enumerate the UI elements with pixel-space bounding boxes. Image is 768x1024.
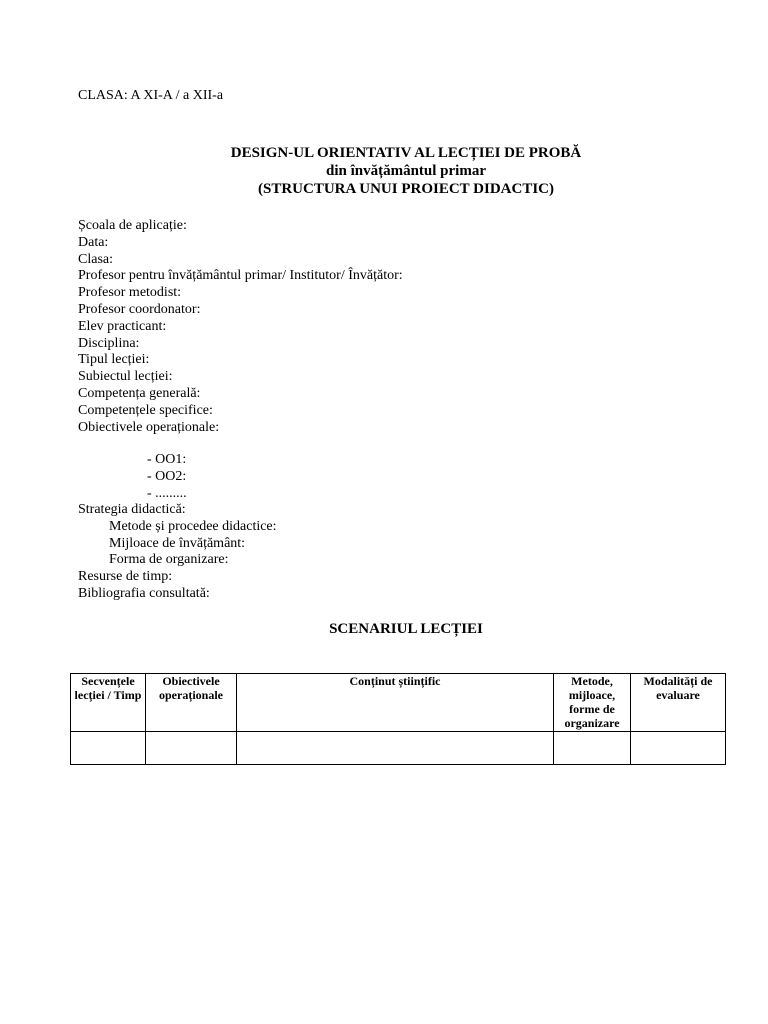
table-cell	[146, 732, 237, 765]
field-strategia-didactica: Strategia didactică:	[78, 502, 186, 517]
field-bibliografia: Bibliografia consultată:	[78, 585, 210, 601]
field-obiective-operationale: Obiectivele operaționale:	[78, 419, 220, 435]
table-cell	[71, 732, 146, 765]
title-line-3: (STRUCTURA UNUI PROIECT DIDACTIC)	[257, 181, 554, 197]
strategy-item-metode: Metode și procedee didactice:	[109, 518, 277, 534]
field-clasa: Clasa:	[78, 251, 113, 267]
objective-item: - OO2:	[147, 468, 187, 484]
strategy-item-forma: Forma de organizare:	[109, 552, 229, 568]
field-elev-practicant: Elev practicant:	[78, 318, 167, 334]
scenario-title: SCENARIUL LECȚIEI	[329, 621, 483, 637]
field-disciplina: Disciplina:	[78, 335, 140, 351]
field-profesor-metodist: Profesor metodist:	[78, 285, 182, 301]
header-continut: Conținut științific	[237, 674, 554, 732]
document-title	[0, 144, 768, 198]
field-subiectul-lectiei: Subiectul lecției:	[78, 369, 173, 385]
field-profesor-coordonator: Profesor coordonator:	[78, 301, 201, 317]
table-header-row	[71, 674, 726, 732]
field-data: Data:	[78, 234, 109, 250]
field-profesor: Profesor pentru învățământul primar/ Institutor/ Învățător:	[78, 268, 403, 284]
table-row	[71, 732, 726, 765]
objective-item: - OO1:	[147, 452, 187, 467]
lesson-fields	[78, 218, 403, 436]
table-cell	[554, 732, 631, 765]
header-secventele: Secvențele lecției / Timp	[71, 674, 146, 732]
field-tipul-lectiei: Tipul lecției:	[78, 352, 150, 368]
title-line-2: din învățământul primar	[325, 163, 487, 179]
field-resurse-de-timp: Resurse de timp:	[78, 569, 173, 585]
header-obiectivele: Obiectivele operaționale	[146, 674, 237, 732]
strategy-item-mijloace: Mijloace de învățământ:	[109, 535, 246, 551]
scenario-table	[70, 673, 726, 765]
field-competenta-generala: Competența generală:	[78, 385, 201, 401]
strategy-section	[78, 502, 277, 603]
field-scoala: Școala de aplicație:	[78, 218, 187, 233]
class-label: CLASA: A XI-A / a XII-a	[78, 88, 224, 103]
table-cell	[631, 732, 726, 765]
field-competente-specifice: Competențele specifice:	[78, 402, 213, 418]
table-cell	[237, 732, 554, 765]
objectives-list	[147, 452, 187, 502]
objective-item: - .........	[147, 485, 187, 501]
header-metode: Metode, mijloace, forme de organizare	[554, 674, 631, 732]
header-modalitati: Modalități de evaluare	[631, 674, 726, 732]
title-line-1: DESIGN-UL ORIENTATIV AL LECȚIEI DE PROBĂ	[230, 145, 582, 161]
